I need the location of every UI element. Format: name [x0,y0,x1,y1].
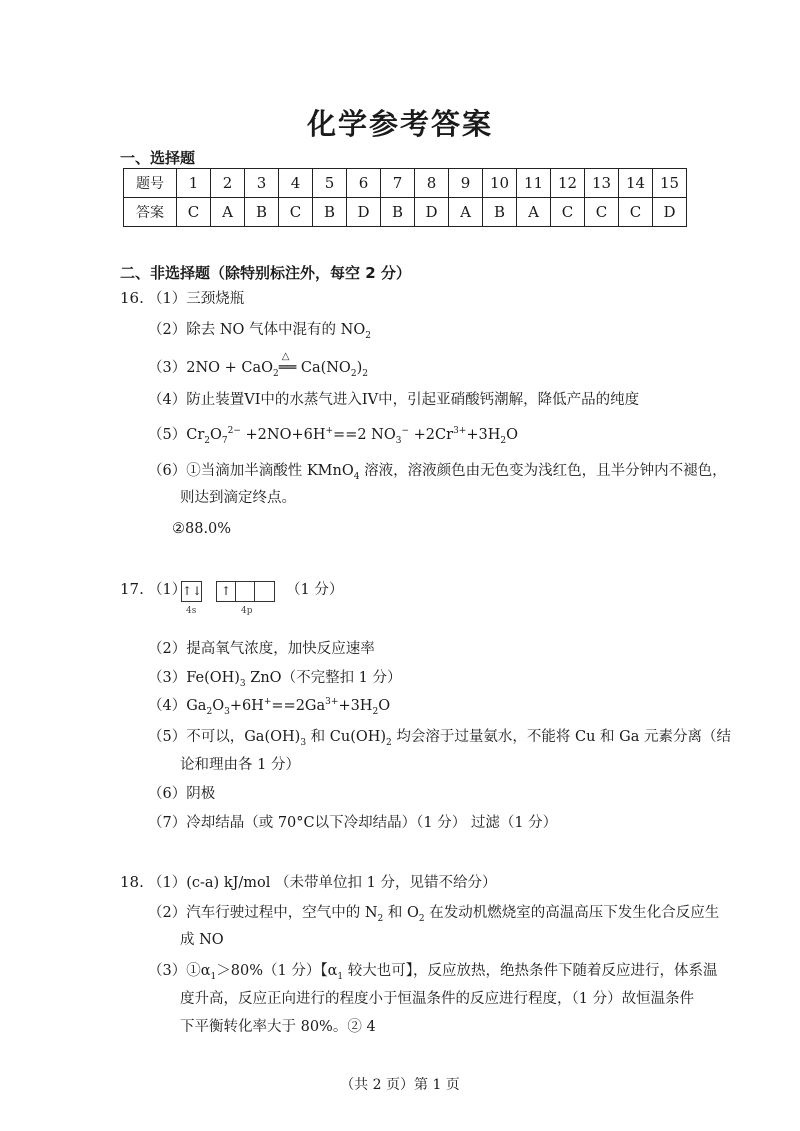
table-cell-number: 10 [483,169,517,198]
table-cell-number: 11 [517,169,551,198]
table-cell-answer: D [653,198,687,227]
q17-answer-5-line2: 论和理由各 1 分） [180,757,300,773]
section-choice-heading: 一、选择题 [120,149,196,167]
q16-answer-6-line2: 则达到滴定终点。 [180,490,296,506]
table-cell-answer: C [279,198,313,227]
q17-answer-2: （2）提高氧气浓度，加快反应速率 [148,641,375,657]
question-number-18: 18. [120,873,144,891]
table-cell-answer: C [551,198,585,227]
table-cell-number: 14 [619,169,653,198]
question-number-17: 17. [120,580,144,598]
table-cell-answer: A [517,198,551,227]
orbital-cell [255,582,274,601]
q16-answer-4: （4）防止装置VI中的水蒸气进入IV中，引起亚硝酸钙潮解，降低产品的纯度 [148,392,640,408]
table-cell-answer: D [415,198,449,227]
table-cell-number: 13 [585,169,619,198]
q16-answer-2: （2）除去 NO 气体中混有的 $NO_2$ [148,322,371,341]
table-cell-answer: B [245,198,279,227]
table-cell-answer: A [211,198,245,227]
q16-answer-3: （3）2NO + CaO$_2$ △ ══ $Ca(NO_2)_2$ [148,351,368,379]
table-cell-number: 12 [551,169,585,198]
q18-answer-3-line3: 下平衡转化率大于 80%。② 4 [180,1019,376,1035]
table-cell-number: 1 [177,169,211,198]
table-cell-answer: A [449,198,483,227]
q18-answer-3-line2: 度升高，反应正向进行的程度小于恒温条件的反应进行程度，（1 分）故恒温条件 [180,991,695,1007]
page-title: 化学参考答案 [306,107,493,141]
q18-answer-3-line1: $(3)①\alpha_1>80\%(1$ 分）【$\alpha_1$ 较大也可】，反应放热，绝热条件下随着反应进行，体系温 [148,963,718,982]
q16-answer-1: （1）三颈烧瓶 [148,291,245,307]
q16-answer-5: $(5)Cr_2O_7^{2-} +2NO+6H^+==2$ $NO_3^- +2Cr^{3+}+3H_2O$ [148,426,518,446]
table-cell-answer: B [483,198,517,227]
table-header-number: 题号 [124,169,177,198]
q17-answer-6: （6）阴极 [148,786,216,802]
table-cell-answer: B [381,198,415,227]
q18-answer-2-line1: （2）汽车行驶过程中，空气中的 $N_2$ 和 $O_2$ 在发动机燃烧室的高温高压下发生化合反应生 [148,905,720,924]
q17-answer-1-label: （1） [148,582,187,598]
q18-answer-1: （1）(c-a) kJ/mol （未带单位扣 1 分，见错不给分） [148,875,497,891]
q18-answer-2-line2: 成 NO [180,932,224,948]
table-cell-number: 3 [245,169,279,198]
q17-answer-4: $(4)Ga_2O_3+6H^+==2Ga^{3+}+3H_2O$ [148,697,391,717]
page-footer: （共 2 页）第 1 页 [340,1077,460,1093]
orbital-cell [236,582,255,601]
orbital-cell: ↑↓ [182,584,203,598]
orbital-cell: ↑ [217,582,236,601]
q16-answer-6-line3: ②88.0% [172,521,232,537]
q17-answer-3: $(3)Fe(OH)_3$ ZnO（不完整扣 1 分） [148,670,402,689]
question-number-16: 16. [120,289,144,307]
table-cell-number: 9 [449,169,483,198]
table-cell-answer: C [585,198,619,227]
table-header-answer: 答案 [124,198,177,227]
orbital-box-4s [181,581,202,602]
table-cell-number: 5 [313,169,347,198]
table-row-numbers [124,169,687,198]
table-row-answers [124,198,687,227]
table-cell-number: 6 [347,169,381,198]
table-cell-number: 2 [211,169,245,198]
q17-answer-5-line1: （5）不可以，$Ga(OH)_3$ 和 $Cu(OH)_2$ 均会溶于过量氨水，不能将 Cu 和 Ga 元素分离（结 [148,729,731,748]
table-cell-answer: B [313,198,347,227]
table-cell-answer: C [619,198,653,227]
orbital-label-4p: 4p [241,606,253,616]
table-cell-number: 4 [279,169,313,198]
table-cell-answer: C [177,198,211,227]
q17-answer-1-score: （1 分） [286,582,344,598]
q17-answer-7: （7）冷却结晶（或 70°C以下冷却结晶）（1 分） 过滤（1 分） [148,815,558,831]
orbital-box-4p [216,581,275,602]
section-nonchoice-heading: 二、非选择题（除特别标注外，每空 2 分） [120,264,411,282]
table-cell-number: 8 [415,169,449,198]
table-cell-number: 7 [381,169,415,198]
table-cell-number: 15 [653,169,687,198]
q16-answer-6-line1: （6）①当滴加半滴酸性 KMnO$_4$ 溶液，溶液颜色由无色变为浅红色，且半分钟内不褪色， [148,463,727,482]
table-cell-answer: D [347,198,381,227]
answer-table [123,168,687,227]
orbital-label-4s: 4s [186,606,197,616]
